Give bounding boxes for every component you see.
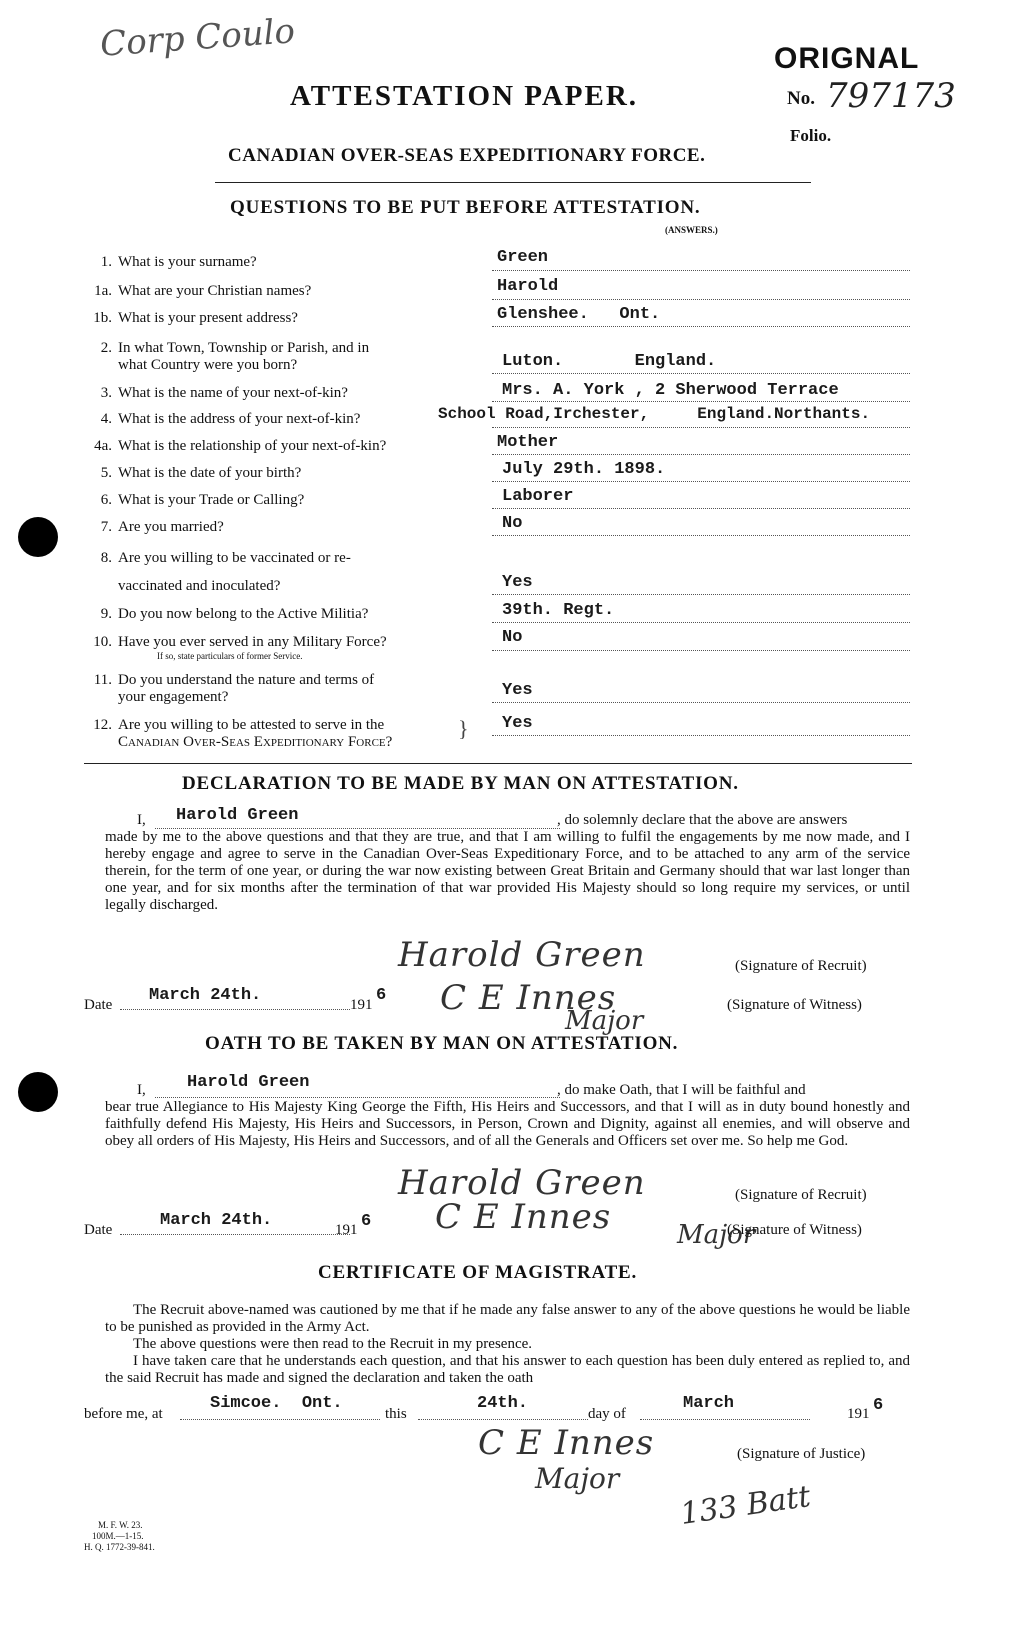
declaration-name: Harold Green: [176, 806, 299, 825]
question-text: Do you understand the nature and terms of: [118, 672, 375, 688]
question-number: 12.: [93, 717, 112, 733]
certificate-day-line: [418, 1419, 588, 1420]
header-rule: [215, 182, 811, 183]
answer-line: [492, 594, 910, 595]
oath-date-label: Date: [84, 1222, 113, 1238]
oath-year-suffix: 6: [361, 1212, 372, 1231]
answer-line: [492, 270, 910, 271]
certificate-this-label: this: [385, 1406, 407, 1422]
oath-date: March 24th.: [160, 1211, 273, 1230]
oath-date-line: [120, 1234, 350, 1235]
punch-hole-top: [18, 517, 58, 557]
answer-line: [492, 702, 910, 703]
question-text: Have you ever served in any Military Force?: [118, 634, 387, 650]
answers-label: (ANSWERS.): [665, 225, 718, 235]
number-value: 797173: [826, 76, 956, 116]
declaration-witness-signature: C E Innes: [440, 978, 617, 1018]
answer-christian-names: Harold: [497, 277, 559, 296]
certificate-place-line: [180, 1419, 380, 1420]
declaration-date-label: Date: [84, 997, 113, 1013]
answer-line: [492, 508, 910, 509]
justice-rank: Major: [535, 1462, 620, 1495]
question-text-cont: what Country were you born?: [118, 357, 298, 373]
answer-next-of-kin-address: School Road,Irchester, England.Northants.: [438, 405, 871, 423]
oath-heading: OATH TO BE TAKEN BY MAN ON ATTESTATION.: [205, 1033, 679, 1054]
question-number: 9.: [100, 606, 112, 622]
answer-line: [492, 326, 910, 327]
answer-surname: Green: [497, 248, 549, 267]
question-text: In what Town, Township or Parish, and in: [118, 340, 370, 356]
oath-body: bear true Allegiance to His Majesty King George the Fifth, His Heirs and Successors, and that I will as in duty bound honestly and faithfully defend His Majesty, His Heirs and Successors, in Person, Crown and Dignity, against all enemies, and will observe and obey all orders of His Majesty, His Heirs and Successors, and of all the Generals and Officers set over me. So help me God.: [105, 1099, 910, 1149]
declaration-body: made by me to the above questions and that they are true, and that I am willing to fulfil the engagements by me now made, and I hereby engage and agree to serve in the Canadian Over-Seas Expeditionary Force, and to be attached to any arm of the service therein, for the term of one year, or during the war now existing between Great Britain and Germany should that war last longer than one year, and for six months after the termination of that war provided His Majesty should so long require my services, or until legally discharged.: [105, 829, 910, 913]
declaration-heading: DECLARATION TO BE MADE BY MAN ON ATTESTATION.: [182, 773, 739, 794]
answer-understand-terms: Yes: [502, 681, 533, 700]
certificate-para-3: I have taken care that he understands each question, and that his answer to each question has been duly entered as replied to, and the said Recruit has made and signed the declaration and taken the oath: [105, 1353, 910, 1386]
certificate-day: 24th.: [477, 1394, 529, 1413]
certificate-before-label: before me, at: [84, 1406, 163, 1422]
declaration-recruit-signature: Harold Green: [398, 935, 646, 975]
answer-present-address: Glenshee. Ont.: [497, 305, 661, 324]
corner-note: Corp Coulo: [98, 11, 297, 65]
answer-line: [492, 454, 910, 455]
question-text: What is the date of your birth?: [118, 465, 302, 481]
question-number: 4a.: [94, 438, 112, 454]
declaration-witness-rank: Major: [565, 1006, 644, 1036]
certificate-month-line: [640, 1419, 810, 1420]
oath-witness-signature: C E Innes: [435, 1197, 612, 1237]
oath-name-line: [155, 1097, 560, 1098]
question-text: Do you now belong to the Active Militia?: [118, 606, 369, 622]
answer-military-service: No: [502, 628, 523, 647]
oath-recruit-signature-label: (Signature of Recruit): [735, 1187, 867, 1203]
questions-heading: QUESTIONS TO BE PUT BEFORE ATTESTATION.: [230, 197, 701, 218]
answer-militia: 39th. Regt.: [502, 601, 615, 620]
answer-line: [492, 650, 910, 651]
question-text: What are your Christian names?: [118, 283, 312, 299]
question-text: Are you willing to be vaccinated or re-: [118, 550, 351, 566]
oath-body-first: , do make Oath, that I will be faithful and: [557, 1082, 806, 1098]
question-number: 11.: [93, 672, 112, 688]
folio-label: Folio.: [790, 126, 832, 145]
question-text-cont: Canadian Over-Seas Expeditionary Force?: [118, 734, 393, 750]
certificate-month: March: [683, 1394, 735, 1413]
answer-relationship: Mother: [497, 433, 559, 452]
question-number: 5.: [100, 465, 112, 481]
certificate-year-prefix: 191: [847, 1406, 870, 1422]
punch-hole-bottom: [18, 1072, 58, 1112]
page-title: ATTESTATION PAPER.: [290, 80, 639, 112]
answer-trade: Laborer: [502, 487, 574, 506]
question-text: What is your present address?: [118, 310, 298, 326]
question-number: 1.: [100, 254, 112, 270]
oath-witness-rank: Major: [677, 1220, 756, 1250]
question-number: 2.: [100, 340, 112, 356]
question-number: 8.: [100, 550, 112, 566]
page-subtitle: CANADIAN OVER-SEAS EXPEDITIONARY FORCE.: [228, 145, 706, 166]
question-number: 6.: [100, 492, 112, 508]
answer-line: [492, 401, 910, 402]
answer-vaccinated: Yes: [502, 573, 533, 592]
answer-line: [492, 535, 910, 536]
question-number: 1a.: [94, 283, 112, 299]
justice-signature: C E Innes: [478, 1423, 655, 1463]
certificate-para-2: The above questions were then read to the Recruit in my presence.: [133, 1336, 533, 1352]
certificate-para-1: The Recruit above-named was cautioned by me that if he made any false answer to any of the above questions he would be liable to be punished as provided in the Army Act.: [105, 1302, 910, 1335]
justice-signature-label: (Signature of Justice): [737, 1446, 866, 1462]
answer-line: [492, 735, 910, 736]
oath-recruit-signature: Harold Green: [398, 1163, 646, 1203]
oath-name: Harold Green: [187, 1073, 310, 1092]
section-rule: [84, 763, 912, 764]
answer-line: [492, 622, 910, 623]
question-number: 1b.: [93, 310, 112, 326]
answer-line: [492, 299, 910, 300]
question-number: 10.: [93, 634, 112, 650]
certificate-day-of-label: day of: [588, 1406, 626, 1422]
declaration-witness-signature-label: (Signature of Witness): [727, 997, 862, 1013]
answer-willing-to-serve: Yes: [502, 714, 533, 733]
question-number: 3.: [100, 385, 112, 401]
answer-brace: }: [458, 716, 469, 741]
oath-witness-signature-label: (Signature of Witness): [727, 1222, 862, 1238]
question-text: What is the address of your next-of-kin?: [118, 411, 361, 427]
certificate-heading: CERTIFICATE OF MAGISTRATE.: [318, 1262, 638, 1283]
question-text: What is your surname?: [118, 254, 257, 270]
declaration-year-prefix: 191: [350, 997, 373, 1013]
answer-birthplace: Luton. England.: [502, 352, 717, 371]
oath-year-prefix: 191: [335, 1222, 358, 1238]
oath-prefix: I,: [137, 1082, 146, 1098]
question-text: What is the name of your next-of-kin?: [118, 385, 348, 401]
question-text: What is the relationship of your next-of-kin?: [118, 438, 387, 454]
number-label: No.: [787, 88, 815, 109]
declaration-date: March 24th.: [149, 986, 262, 1005]
answer-married: No: [502, 514, 523, 533]
answer-date-of-birth: July 29th. 1898.: [502, 460, 666, 479]
question-text-cont: vaccinated and inoculated?: [118, 578, 281, 594]
answer-line: [492, 481, 910, 482]
original-stamp: ORIGNAL: [774, 42, 920, 75]
question-number: 4.: [100, 411, 112, 427]
declaration-recruit-signature-label: (Signature of Recruit): [735, 958, 867, 974]
answer-line: [492, 427, 910, 428]
declaration-body-first: , do solemnly declare that the above are answers: [557, 812, 848, 828]
question-text: Are you willing to be attested to serve in the: [118, 717, 385, 733]
certificate-year-suffix: 6: [873, 1396, 884, 1415]
declaration-year-suffix: 6: [376, 986, 387, 1005]
question-note: If so, state particulars of former Service.: [157, 651, 303, 661]
form-footer: [84, 1520, 155, 1553]
answer-next-of-kin: Mrs. A. York , 2 Sherwood Terrace: [502, 381, 839, 400]
question-number: 7.: [100, 519, 112, 535]
justice-unit: 133 Batt: [678, 1479, 813, 1532]
question-text: What is your Trade or Calling?: [118, 492, 305, 508]
declaration-prefix: I,: [137, 812, 146, 828]
footer-line-2: 100M.—1-15.: [92, 1531, 144, 1541]
footer-line-1: M. F. W. 23.: [98, 1520, 143, 1530]
answer-line: [492, 373, 910, 374]
declaration-date-line: [120, 1009, 350, 1010]
question-text: Are you married?: [118, 519, 224, 535]
question-text-cont: your engagement?: [118, 689, 229, 705]
footer-line-3: H. Q. 1772-39-841.: [84, 1542, 155, 1552]
certificate-place: Simcoe. Ont.: [210, 1394, 343, 1413]
